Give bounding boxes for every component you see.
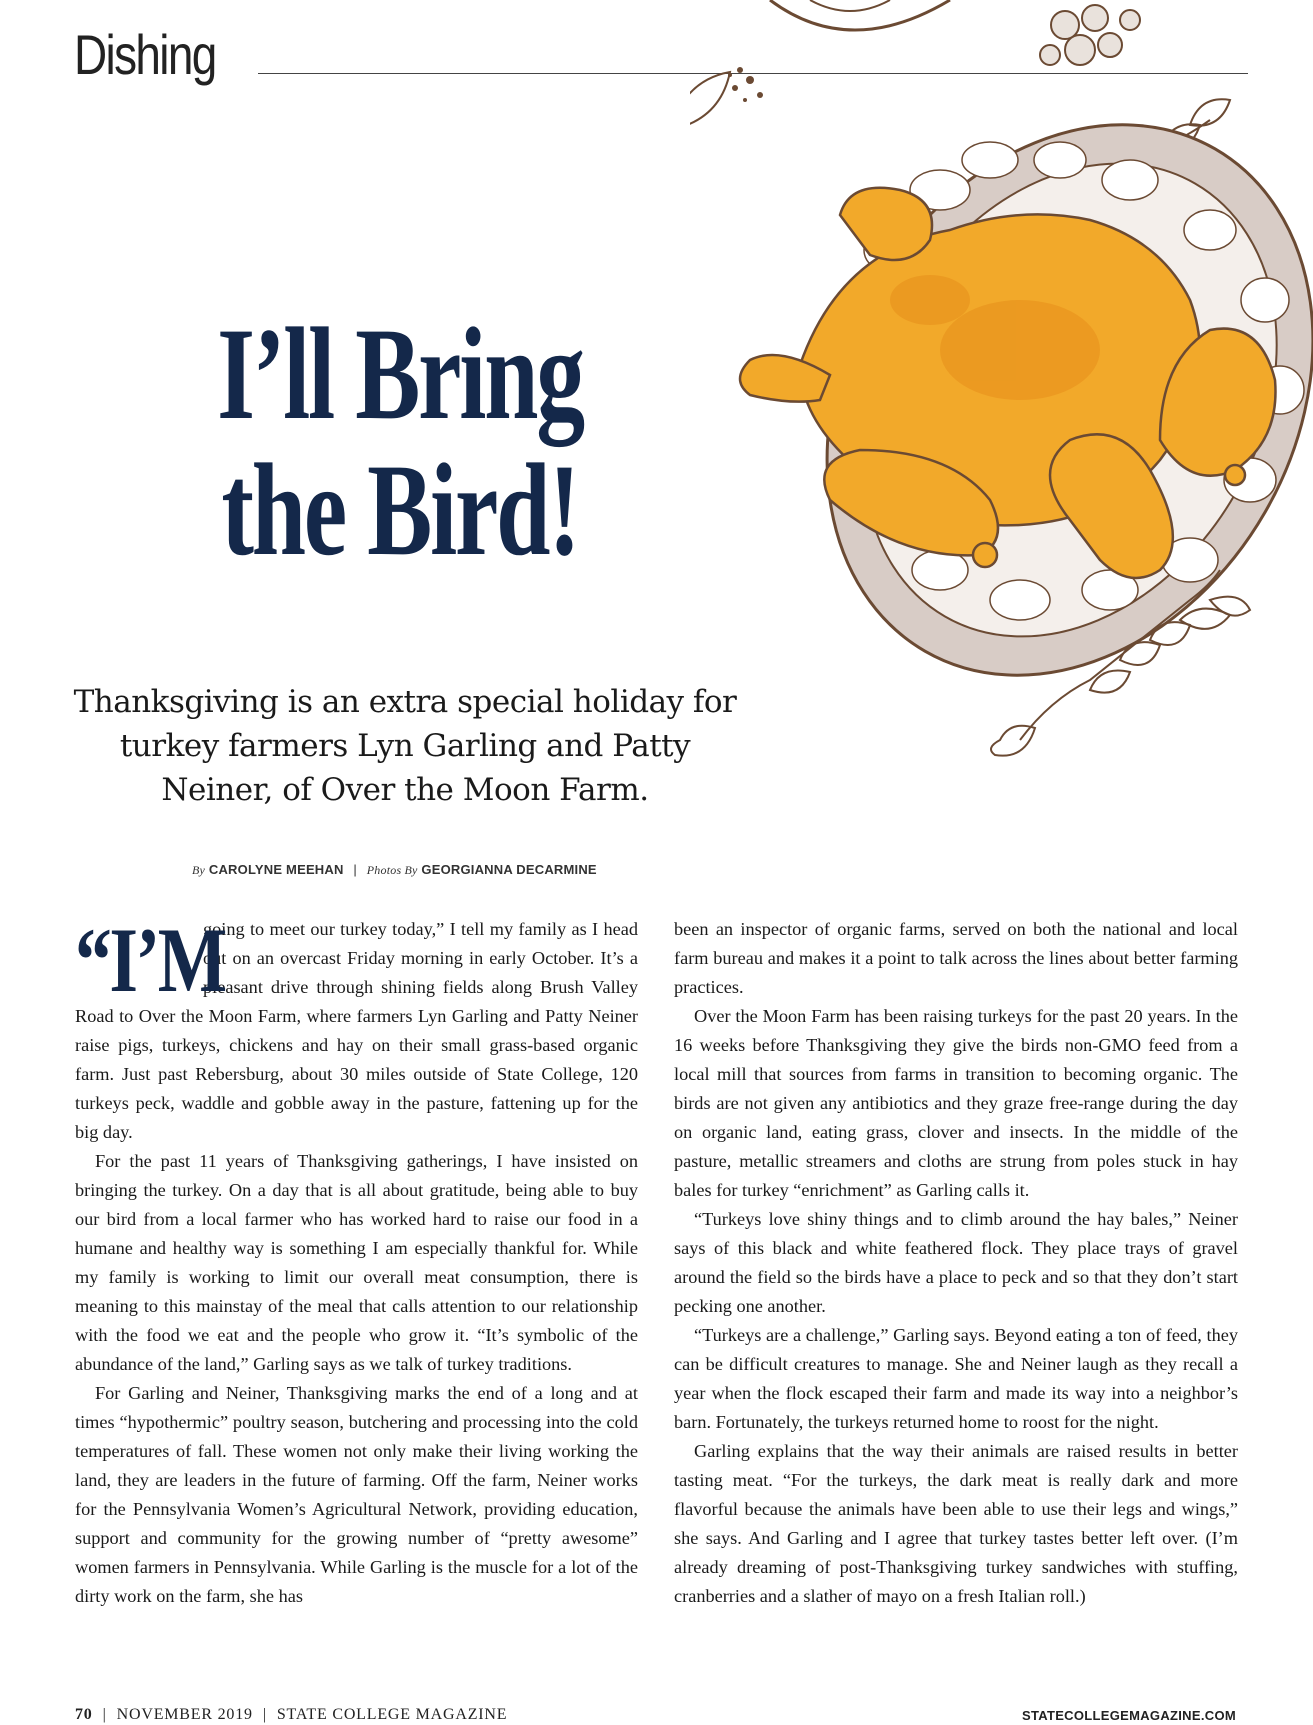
byline-by-label: By bbox=[192, 863, 206, 877]
paragraph: Garling explains that the way their animals are raised results in better tasting meat. “For the turkeys, the dark meat is really dark and more flavorful because the animals have been able to use their legs and wings,” she says. And Garling and I agree that turkey tastes better left over. (I’m already dreaming of post-Thanksgiving turkey sandwiches with stuffing, cranberries and a slather of mayo on a fresh Italian roll.) bbox=[674, 1441, 1238, 1606]
page-footer-left: 70 | NOVEMBER 2019 | STATE COLLEGE MAGAZINE bbox=[75, 1706, 508, 1723]
paragraph: Over the Moon Farm has been raising turkeys for the past 20 years. In the 16 weeks before Thanksgiving they give the birds non-GMO feed from a local mill that sources from farms in transition to becoming organic. The birds are not given any antibiotics and they graze free-range during the day on organic land, eating grass, clover and insects. In the middle of the pasture, metallic streamers and cloths are strung from poles stuck in hay bales for turkey “enrichment” as Garling calls it. bbox=[674, 1006, 1238, 1200]
byline bbox=[192, 862, 597, 878]
byline-author: CAROLYNE MEEHAN bbox=[208, 862, 344, 877]
website-url: STATECOLLEGEMAGAZINE.COM bbox=[1022, 1708, 1236, 1723]
paragraph: “Turkeys love shiny things and to climb around the hay bales,” Neiner says of this black and white feathered flock. They place trays of gravel around the field so the birds have a place to peck and so that they don’t start pecking one another. bbox=[674, 1209, 1238, 1316]
page-number: 70 bbox=[75, 1706, 93, 1723]
leaf-icon bbox=[690, 72, 730, 130]
paragraph: For the past 11 years of Thanksgiving gatherings, I have insisted on bringing the turkey. On a day that is all about gratitude, being able to buy our bird from a local farmer who has worked hard to raise our food in a humane and healthy way is something I am especially thankful for. While my family is working to limit our overall meat consumption, there is meaning to this mainstay of the meal that calls attention to our relationship with the food we eat and the people who grow it. “It’s symbolic of the abundance of the land,” Garling says as we talk of turkey traditions. bbox=[75, 1151, 638, 1374]
issue-date: NOVEMBER 2019 bbox=[116, 1706, 253, 1723]
publication-name: STATE COLLEGE MAGAZINE bbox=[276, 1706, 508, 1723]
headline-line-2: the Bird! bbox=[221, 436, 579, 583]
byline-photographer: GEORGIANNA DECARMINE bbox=[421, 862, 597, 877]
article-column-right bbox=[674, 915, 1238, 1611]
paragraph: been an inspector of organic farms, served on both the national and local farm bureau and makes it a point to talk across the lines about better farming practices. bbox=[674, 919, 1238, 997]
turkey-illustration bbox=[690, 0, 1313, 800]
paragraph: For Garling and Neiner, Thanksgiving marks the end of a long and at times “hypothermic” poultry season, butchering and processing into the cold temperatures of fall. These women not only make their living working the land, they are leaders in the future of farming. Off the farm, Neiner works for the Pennsylvania Women’s Agricultural Network, providing education, support and community for the growing number of “pretty awesome” women farmers in Pennsylvania. While Garling is the muscle for a lot of the dirty work on the farm, she has bbox=[75, 1383, 638, 1606]
byline-separator: | bbox=[353, 862, 357, 877]
paragraph-text: going to meet our turkey today,” I tell my family as I head out on an overcast Friday morning in early October. It’s a pleasant drive through shining fields along Brush Valley Road to Over the Moon Farm, where farmers Lyn Garling and Patty Neiner raise pigs, turkeys, chickens and hay on their small grass-based organic farm. Just past Rebersburg, about 30 miles outside of State College, 120 turkeys peck, waddle and gobble away in the pasture, fattening up for the big day. bbox=[75, 919, 638, 1142]
paragraph bbox=[75, 909, 638, 1147]
drop-cap: “I’M bbox=[75, 909, 225, 1011]
berries-icon bbox=[1040, 5, 1140, 65]
byline-photos-label: Photos By bbox=[366, 863, 418, 877]
section-label: Dishing bbox=[74, 23, 216, 86]
article-headline bbox=[193, 300, 607, 583]
article-deck: Thanksgiving is an extra special holiday for turkey farmers Lyn Garling and Patty Neiner, of Over the Moon Farm. bbox=[73, 684, 737, 808]
paragraph: “Turkeys are a challenge,” Garling says. Beyond eating a ton of feed, they can be difficult creatures to manage. She and Neiner laugh as they recall a year when the flock escaped their farm and made its way into a neighbor’s barn. Fortunately, the turkeys returned home to roost for the night. bbox=[674, 1325, 1238, 1432]
top-plate-arc bbox=[770, 0, 950, 30]
article-column-left bbox=[75, 909, 638, 1611]
headline-line-1: I’ll Bring bbox=[217, 300, 583, 447]
